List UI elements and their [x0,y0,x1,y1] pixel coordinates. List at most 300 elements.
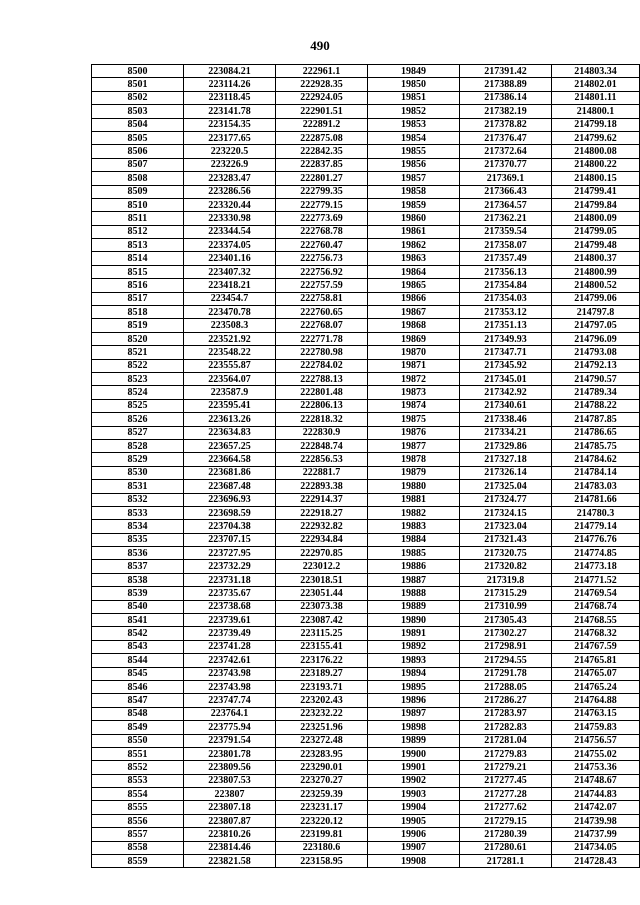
cell-x-left: 223727.95 [184,547,276,560]
cell-y-left: 222901.51 [276,105,368,118]
cell-x-left: 223401.16 [184,252,276,265]
cell-x-left: 223508.3 [184,319,276,332]
cell-point-id-left: 8517 [92,292,184,305]
table-row [92,105,640,118]
cell-x-right: 217281.1 [460,855,552,868]
cell-y-right: 214800.99 [552,265,640,278]
cell-x-right: 217354.03 [460,292,552,305]
cell-point-id-left: 8557 [92,828,184,841]
cell-point-id-left: 8556 [92,814,184,827]
table-row [92,386,640,399]
cell-x-right: 217320.75 [460,547,552,560]
cell-x-left: 223154.35 [184,118,276,131]
cell-point-id-right: 19850 [368,78,460,91]
cell-point-id-left: 8548 [92,707,184,720]
cell-x-right: 217326.14 [460,466,552,479]
cell-x-right: 217277.45 [460,774,552,787]
cell-point-id-right: 19899 [368,734,460,747]
table-row [92,614,640,627]
cell-y-left: 223290.01 [276,761,368,774]
cell-point-id-left: 8522 [92,359,184,372]
cell-y-left: 223073.38 [276,600,368,613]
cell-y-right: 214739.98 [552,814,640,827]
cell-x-right: 217325.04 [460,480,552,493]
cell-y-left: 222779.15 [276,198,368,211]
cell-point-id-right: 19907 [368,841,460,854]
cell-x-left: 223613.26 [184,413,276,426]
cell-y-right: 214763.15 [552,707,640,720]
table-row [92,734,640,747]
cell-x-right: 217372.64 [460,145,552,158]
cell-point-id-right: 19895 [368,680,460,693]
cell-x-right: 217321.43 [460,533,552,546]
cell-y-right: 214799.41 [552,185,640,198]
cell-y-right: 214799.62 [552,131,640,144]
cell-x-right: 217324.15 [460,506,552,519]
cell-x-right: 217345.92 [460,359,552,372]
cell-point-id-left: 8535 [92,533,184,546]
cell-point-id-right: 19854 [368,131,460,144]
cell-y-right: 214801.11 [552,91,640,104]
cell-y-right: 214799.84 [552,198,640,211]
table-row [92,573,640,586]
cell-point-id-right: 19849 [368,65,460,78]
cell-x-right: 217320.82 [460,560,552,573]
cell-y-right: 214786.65 [552,426,640,439]
cell-point-id-right: 19887 [368,573,460,586]
cell-point-id-left: 8508 [92,172,184,185]
cell-y-right: 214785.75 [552,439,640,452]
table-row [92,533,640,546]
cell-x-right: 217277.28 [460,788,552,801]
cell-point-id-right: 19905 [368,814,460,827]
cell-point-id-right: 19867 [368,306,460,319]
cell-x-left: 223807.53 [184,774,276,787]
cell-x-right: 217280.39 [460,828,552,841]
cell-point-id-right: 19866 [368,292,460,305]
table-row [92,640,640,653]
cell-point-id-left: 8543 [92,640,184,653]
cell-y-right: 214800.1 [552,105,640,118]
cell-y-right: 214800.52 [552,279,640,292]
table-row [92,319,640,332]
cell-y-right: 214797.05 [552,319,640,332]
cell-x-right: 217315.29 [460,587,552,600]
cell-y-left: 223283.95 [276,747,368,760]
cell-point-id-left: 8516 [92,279,184,292]
cell-x-right: 217340.61 [460,399,552,412]
cell-y-right: 214768.55 [552,614,640,627]
cell-y-left: 222758.81 [276,292,368,305]
cell-x-right: 217324.77 [460,493,552,506]
cell-point-id-right: 19863 [368,252,460,265]
cell-y-left: 223270.27 [276,774,368,787]
cell-point-id-right: 19889 [368,600,460,613]
cell-point-id-right: 19876 [368,426,460,439]
cell-y-right: 214788.22 [552,399,640,412]
cell-point-id-right: 19862 [368,239,460,252]
cell-y-left: 223115.25 [276,627,368,640]
cell-point-id-left: 8519 [92,319,184,332]
cell-y-left: 222924.05 [276,91,368,104]
cell-x-right: 217351.13 [460,319,552,332]
cell-x-right: 217286.27 [460,694,552,707]
cell-y-left: 222771.78 [276,332,368,345]
cell-point-id-right: 19856 [368,158,460,171]
cell-point-id-left: 8527 [92,426,184,439]
cell-x-left: 223657.25 [184,439,276,452]
cell-x-right: 217283.97 [460,707,552,720]
table-row [92,600,640,613]
cell-point-id-left: 8511 [92,212,184,225]
cell-point-id-right: 19873 [368,386,460,399]
cell-y-right: 214799.05 [552,225,640,238]
table-row [92,694,640,707]
cell-point-id-right: 19857 [368,172,460,185]
cell-point-id-left: 8536 [92,547,184,560]
cell-x-left: 223747.74 [184,694,276,707]
table-row [92,426,640,439]
cell-y-left: 222914.37 [276,493,368,506]
cell-y-left: 223202.43 [276,694,368,707]
table-row [92,453,640,466]
cell-y-right: 214800.37 [552,252,640,265]
cell-point-id-right: 19891 [368,627,460,640]
table-row [92,520,640,533]
cell-x-right: 217334.21 [460,426,552,439]
cell-point-id-right: 19886 [368,560,460,573]
table-row [92,413,640,426]
cell-y-left: 223220.12 [276,814,368,827]
cell-point-id-left: 8523 [92,372,184,385]
cell-x-left: 223564.07 [184,372,276,385]
cell-point-id-right: 19885 [368,547,460,560]
cell-y-right: 214784.14 [552,466,640,479]
cell-x-right: 217327.18 [460,453,552,466]
cell-point-id-right: 19896 [368,694,460,707]
cell-x-left: 223634.83 [184,426,276,439]
cell-y-right: 214728.43 [552,855,640,868]
cell-point-id-right: 19906 [368,828,460,841]
table-row [92,801,640,814]
table-row [92,265,640,278]
table-row [92,828,640,841]
table-row [92,439,640,452]
table-row [92,145,640,158]
cell-y-right: 214776.76 [552,533,640,546]
cell-x-left: 223681.86 [184,466,276,479]
cell-y-right: 214744.83 [552,788,640,801]
table-row [92,747,640,760]
cell-x-left: 223548.22 [184,346,276,359]
cell-y-right: 214771.52 [552,573,640,586]
cell-y-right: 214748.67 [552,774,640,787]
cell-x-right: 217288.05 [460,680,552,693]
cell-y-left: 223232.22 [276,707,368,720]
cell-y-right: 214765.81 [552,654,640,667]
table-row [92,359,640,372]
cell-y-left: 222932.82 [276,520,368,533]
cell-point-id-left: 8514 [92,252,184,265]
cell-y-right: 214767.59 [552,640,640,653]
cell-y-left: 223176.22 [276,654,368,667]
cell-x-left: 223118.45 [184,91,276,104]
cell-point-id-left: 8542 [92,627,184,640]
cell-x-left: 223418.21 [184,279,276,292]
cell-x-left: 223320.44 [184,198,276,211]
cell-x-right: 217358.07 [460,239,552,252]
cell-x-left: 223731.18 [184,573,276,586]
cell-x-left: 223470.78 [184,306,276,319]
cell-x-right: 217305.43 [460,614,552,627]
cell-x-right: 217298.91 [460,640,552,653]
cell-x-right: 217345.01 [460,372,552,385]
cell-x-right: 217388.89 [460,78,552,91]
cell-x-left: 223807 [184,788,276,801]
cell-x-right: 217391.42 [460,65,552,78]
cell-point-id-right: 19902 [368,774,460,787]
cell-y-right: 214799.48 [552,239,640,252]
cell-point-id-right: 19894 [368,667,460,680]
cell-y-right: 214769.54 [552,587,640,600]
cell-x-left: 223454.7 [184,292,276,305]
cell-point-id-left: 8559 [92,855,184,868]
table-row [92,172,640,185]
cell-y-left: 222801.48 [276,386,368,399]
cell-point-id-right: 19904 [368,801,460,814]
cell-y-left: 223199.81 [276,828,368,841]
cell-point-id-right: 19882 [368,506,460,519]
cell-x-left: 223226.9 [184,158,276,171]
cell-x-right: 217364.57 [460,198,552,211]
cell-point-id-right: 19898 [368,721,460,734]
cell-point-id-right: 19900 [368,747,460,760]
cell-point-id-left: 8531 [92,480,184,493]
cell-x-right: 217362.21 [460,212,552,225]
cell-point-id-right: 19852 [368,105,460,118]
cell-x-left: 223555.87 [184,359,276,372]
cell-x-right: 217382.19 [460,105,552,118]
cell-x-right: 217359.54 [460,225,552,238]
table-row [92,667,640,680]
cell-point-id-left: 8532 [92,493,184,506]
cell-y-left: 222875.08 [276,131,368,144]
cell-x-right: 217353.12 [460,306,552,319]
cell-point-id-left: 8539 [92,587,184,600]
cell-y-left: 223018.51 [276,573,368,586]
cell-x-left: 223704.38 [184,520,276,533]
cell-y-right: 214764.88 [552,694,640,707]
cell-x-left: 223664.58 [184,453,276,466]
cell-point-id-right: 19878 [368,453,460,466]
cell-y-left: 222830.9 [276,426,368,439]
table-row [92,65,640,78]
cell-y-left: 223012.2 [276,560,368,573]
cell-x-right: 217310.99 [460,600,552,613]
cell-point-id-right: 19860 [368,212,460,225]
table-row [92,587,640,600]
cell-x-left: 223791.54 [184,734,276,747]
cell-point-id-right: 19875 [368,413,460,426]
cell-point-id-left: 8503 [92,105,184,118]
cell-y-right: 214783.03 [552,480,640,493]
cell-point-id-left: 8515 [92,265,184,278]
cell-x-right: 217277.62 [460,801,552,814]
cell-y-left: 222928.35 [276,78,368,91]
cell-y-left: 222856.53 [276,453,368,466]
cell-x-left: 223743.98 [184,667,276,680]
cell-y-right: 214779.14 [552,520,640,533]
table-row [92,131,640,144]
cell-x-left: 223521.92 [184,332,276,345]
cell-point-id-right: 19903 [368,788,460,801]
cell-point-id-left: 8528 [92,439,184,452]
table-row [92,225,640,238]
table-row [92,560,640,573]
cell-y-left: 222768.07 [276,319,368,332]
cell-x-left: 223698.59 [184,506,276,519]
cell-point-id-left: 8500 [92,65,184,78]
cell-y-left: 222799.35 [276,185,368,198]
table-row [92,212,640,225]
cell-point-id-left: 8520 [92,332,184,345]
coordinate-table [91,64,640,868]
cell-y-left: 223155.41 [276,640,368,653]
cell-y-left: 223158.95 [276,855,368,868]
table-row [92,198,640,211]
table-row [92,91,640,104]
cell-y-right: 214784.62 [552,453,640,466]
cell-x-right: 217294.55 [460,654,552,667]
cell-point-id-left: 8513 [92,239,184,252]
cell-x-left: 223801.78 [184,747,276,760]
cell-point-id-left: 8510 [92,198,184,211]
cell-point-id-left: 8502 [92,91,184,104]
cell-x-left: 223814.46 [184,841,276,854]
cell-point-id-left: 8545 [92,667,184,680]
cell-x-right: 217354.84 [460,279,552,292]
table-row [92,332,640,345]
cell-point-id-right: 19901 [368,761,460,774]
table-row [92,680,640,693]
cell-y-right: 214800.15 [552,172,640,185]
cell-y-right: 214773.18 [552,560,640,573]
cell-point-id-left: 8530 [92,466,184,479]
cell-x-right: 217349.93 [460,332,552,345]
cell-y-left: 222784.02 [276,359,368,372]
cell-point-id-right: 19883 [368,520,460,533]
cell-point-id-right: 19861 [368,225,460,238]
cell-y-right: 214787.85 [552,413,640,426]
cell-x-left: 223735.67 [184,587,276,600]
cell-y-right: 214780.3 [552,506,640,519]
cell-point-id-left: 8550 [92,734,184,747]
cell-point-id-right: 19871 [368,359,460,372]
cell-y-left: 222788.13 [276,372,368,385]
cell-y-left: 223051.44 [276,587,368,600]
cell-x-right: 217282.83 [460,721,552,734]
cell-x-left: 223220.5 [184,145,276,158]
table-row [92,506,640,519]
cell-point-id-left: 8504 [92,118,184,131]
cell-point-id-right: 19879 [368,466,460,479]
cell-point-id-left: 8544 [92,654,184,667]
cell-y-right: 214734.05 [552,841,640,854]
cell-point-id-right: 19897 [368,707,460,720]
cell-y-left: 222848.74 [276,439,368,452]
table-row [92,279,640,292]
cell-point-id-left: 8547 [92,694,184,707]
cell-y-left: 223251.96 [276,721,368,734]
cell-point-id-left: 8541 [92,614,184,627]
table-row [92,399,640,412]
cell-x-right: 217279.83 [460,747,552,760]
cell-x-right: 217319.8 [460,573,552,586]
cell-point-id-left: 8537 [92,560,184,573]
cell-x-left: 223407.32 [184,265,276,278]
cell-y-right: 214793.08 [552,346,640,359]
cell-y-right: 214800.09 [552,212,640,225]
cell-y-left: 223180.6 [276,841,368,854]
cell-x-right: 217280.61 [460,841,552,854]
cell-y-right: 214789.34 [552,386,640,399]
cell-point-id-left: 8505 [92,131,184,144]
table-row [92,855,640,868]
cell-x-left: 223807.18 [184,801,276,814]
cell-y-left: 222760.65 [276,306,368,319]
cell-x-left: 223732.29 [184,560,276,573]
cell-x-right: 217370.77 [460,158,552,171]
cell-x-left: 223764.1 [184,707,276,720]
coordinate-table-body [92,65,640,868]
cell-x-right: 217378.82 [460,118,552,131]
cell-point-id-right: 19872 [368,372,460,385]
cell-y-left: 222818.32 [276,413,368,426]
cell-point-id-left: 8546 [92,680,184,693]
table-row [92,306,640,319]
cell-x-left: 223739.61 [184,614,276,627]
table-row [92,480,640,493]
cell-y-left: 222961.1 [276,65,368,78]
cell-y-left: 223193.71 [276,680,368,693]
cell-y-left: 222842.35 [276,145,368,158]
table-row [92,346,640,359]
cell-point-id-left: 8551 [92,747,184,760]
cell-point-id-left: 8512 [92,225,184,238]
table-row [92,78,640,91]
cell-x-left: 223286.56 [184,185,276,198]
cell-x-left: 223739.49 [184,627,276,640]
table-row [92,841,640,854]
cell-y-right: 214797.8 [552,306,640,319]
cell-point-id-right: 19892 [368,640,460,653]
cell-y-left: 222756.92 [276,265,368,278]
cell-y-right: 214803.34 [552,65,640,78]
cell-y-right: 214800.22 [552,158,640,171]
cell-y-left: 222881.7 [276,466,368,479]
cell-point-id-right: 19851 [368,91,460,104]
cell-y-left: 222801.27 [276,172,368,185]
cell-x-left: 223114.26 [184,78,276,91]
table-row [92,627,640,640]
cell-point-id-left: 8549 [92,721,184,734]
table-row [92,372,640,385]
cell-point-id-right: 19890 [368,614,460,627]
cell-point-id-right: 19888 [368,587,460,600]
cell-y-right: 214768.74 [552,600,640,613]
cell-point-id-right: 19877 [368,439,460,452]
cell-x-left: 223810.26 [184,828,276,841]
